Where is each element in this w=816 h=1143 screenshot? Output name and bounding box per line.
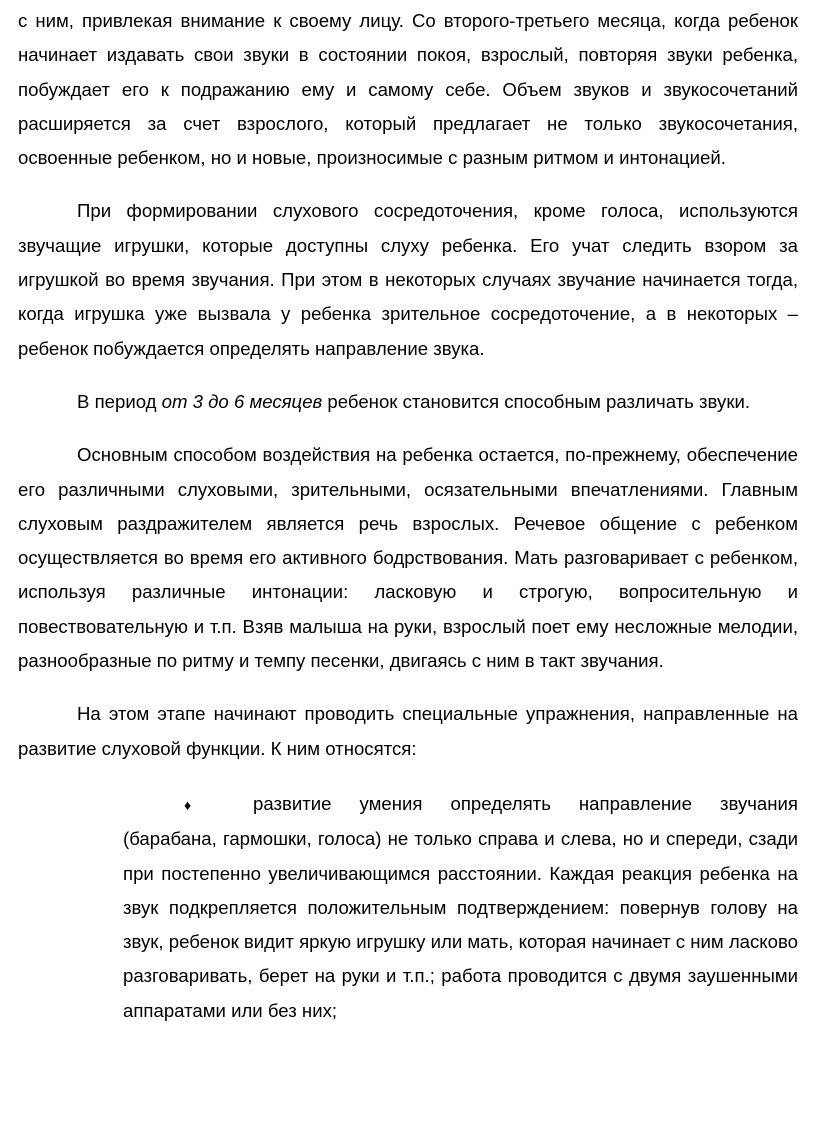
paragraph-5: На этом этапе начинают проводить специальные упражнения, направленные на развитие слуховой функции. К ним относятся:: [18, 703, 798, 759]
paragraph-3: [18, 385, 798, 419]
paragraph-3-end: ребенок становится способным различать звуки.: [322, 390, 751, 412]
diamond-bullet-icon: ♦: [184, 796, 192, 813]
paragraph-3-start: В период: [77, 390, 162, 412]
bullet-item-text: развитие умения определять направление звучания (барабана, гармошки, голоса) не только справа и слева, но и спереди, сзади при постепенно увеличивающимся расстоянии. Каждая реакция ребенка на звук подкрепляется положительным подтверждением: повернув голову на звук, ребенок видит яркую игрушку или мать, которая начинает с ним ласково разговаривать, берет на руки и т.п.; работа проводится с двумя заушенными аппаратами или без них;: [123, 792, 799, 1021]
bullet-item: [18, 787, 798, 1028]
paragraph-4: Основным способом воздействия на ребенка остается, по-прежнему, обеспечение его различными слуховыми, зрительными, осязательными впечатлениями. Главным слуховым раздражителем является речь взрослых. Речевое общение с ребенком осуществляется во время его активного бодрствования. Мать разговаривает с ребенком, используя различные интонации: ласковую и строгую, вопросительную и повествовательную и т.п. Взяв малыша на руки, взрослый поет ему несложные мелодии, разнообразные по ритму и темпу песенки, двигаясь с ним в такт звучания.: [18, 444, 798, 672]
paragraph-1: с ним, привлекая внимание к своему лицу. Со второго-третьего месяца, когда ребенок начинает издавать свои звуки в состоянии покоя, взрослый, повторяя звуки ребенка, побуждает его к подражанию ему и самому себе. Объем звуков и звукосочетаний расширяется за счет взрослого, который предлагает не только звукосочетания, освоенные ребенком, но и новые, произносимые с разным ритмом и интонацией.: [18, 10, 798, 169]
paragraph-2: При формировании слухового сосредоточения, кроме голоса, используются звучащие игрушки, которые доступны слуху ребенка. Его учат следить взором за игрушкой во время звучания. При этом в некоторых случаях звучание начинается тогда, когда игрушка уже вызвала у ребенка зрительное сосредоточение, а в некоторых – ребенок побуждается определять направление звука.: [18, 200, 798, 359]
document-page: [18, 0, 798, 1028]
paragraph-3-emphasis: от 3 до 6 месяцев: [161, 390, 323, 412]
